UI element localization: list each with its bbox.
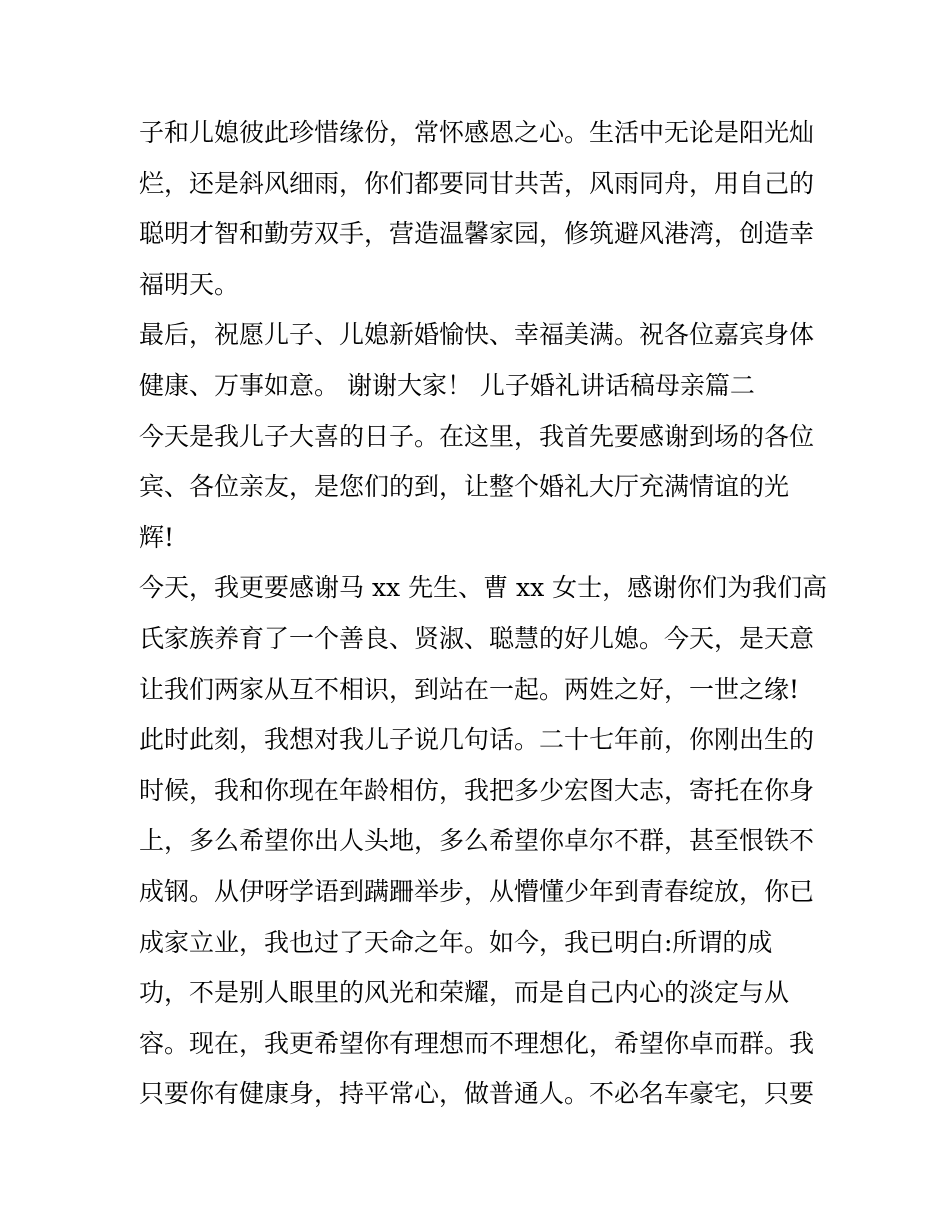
text-line: 烂，还是斜风细雨，你们都要同甘共苦，风雨同舟，用自己的	[139, 168, 815, 198]
text-line: 福明天。	[139, 269, 240, 299]
text-line: 辉!	[139, 522, 175, 552]
text-line: 功，不是别人眼里的风光和荣耀，而是自己内心的淡定与从	[139, 978, 790, 1008]
text-line: 宾、各位亲友，是您们的到，让整个婚礼大厅充满情谊的光	[139, 472, 790, 502]
text-line: 只要你有健康身，持平常心，做普通人。不必名车豪宅，只要	[139, 1079, 815, 1109]
text-line: 让我们两家从互不相识，到站在一起。两姓之好，一世之缘!	[139, 674, 800, 704]
text-line: 上，多么希望你出人头地，多么希望你卓尔不群，甚至恨铁不	[139, 826, 815, 856]
text-line: 氏家族养育了一个善良、贤淑、聪慧的好儿媳。今天，是天意	[139, 623, 815, 653]
text-line: 聪明才智和勤劳双手，营造温馨家园，修筑避风港湾，创造幸	[139, 219, 815, 249]
text-line: 健康、万事如意。 谢谢大家！ 儿子婚礼讲话稿母亲篇二	[139, 370, 755, 400]
speech-text-body	[139, 108, 829, 1120]
text-line: 今天，我更要感谢马 xx 先生、曹 xx 女士，感谢你们为我们高	[139, 573, 828, 603]
text-line: 今天是我儿子大喜的日子。在这里，我首先要感谢到场的各位	[139, 421, 815, 451]
text-line: 子和儿媳彼此珍惜缘份，常怀感恩之心。生活中无论是阳光灿	[139, 118, 815, 147]
text-line: 此时此刻，我想对我儿子说几句话。二十七年前，你刚出生的	[139, 725, 815, 755]
text-line: 成钢。从伊呀学语到蹒跚举步，从懵懂少年到青春绽放，你已	[139, 876, 815, 906]
text-line: 最后，祝愿儿子、儿媳新婚愉快、幸福美满。祝各位嘉宾身体	[139, 320, 815, 350]
text-line: 容。现在，我更希望你有理想而不理想化，希望你卓而群。我	[139, 1028, 815, 1058]
text-line: 时候，我和你现在年龄相仿，我把多少宏图大志，寄托在你身	[139, 775, 815, 805]
text-line: 成家立业，我也过了天命之年。如今，我已明白:所谓的成	[139, 927, 773, 957]
